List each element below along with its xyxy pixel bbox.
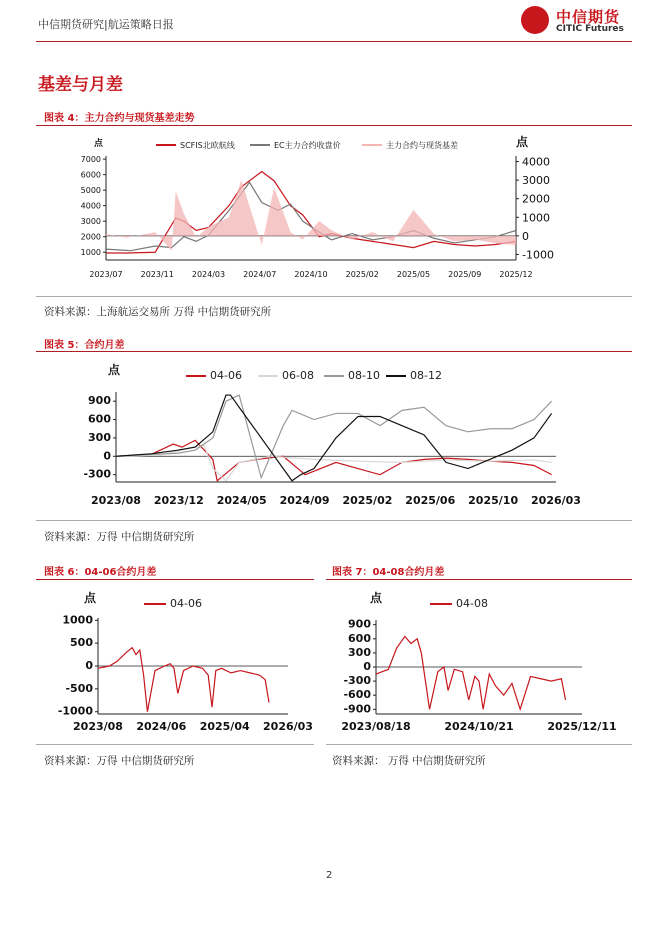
fig4-y-tick-label: 2000 (80, 232, 101, 242)
fig4-x-tick-label: 2024/10 (294, 270, 328, 279)
fig5-x-tick-label: 2025/02 (342, 494, 393, 507)
fig4-legend-label: 主力合约与现货基差 (386, 141, 458, 150)
fig5-y-tick-label: -300 (83, 467, 111, 481)
fig7-y-tick-label: 0 (363, 660, 371, 673)
fig4-x-tick-label: 2024/03 (191, 270, 226, 279)
fig6-source: 资料来源：万得 中信期货研究所 (44, 755, 195, 767)
fig5-x-tick-label: 2023/12 (153, 494, 204, 507)
fig7-y-tick-label: -300 (343, 674, 371, 688)
fig6-unit-label: 点 (84, 591, 97, 605)
fig7-title: 图表 7：04-08合约月差 (332, 567, 445, 578)
fig4-y-right-tick-label: -1000 (522, 248, 554, 262)
fig4-x-tick-label: 2025/09 (448, 270, 482, 279)
fig5-legend-label: 04-06 (210, 369, 242, 382)
fig5-title: 图表 5：合约月差 (44, 340, 125, 351)
fig6-x-tick-label: 2025/04 (199, 720, 250, 733)
fig4-y-tick-label: 4000 (80, 201, 101, 211)
fig4-series-2-area (106, 180, 516, 251)
fig7-y-tick-label: 900 (348, 617, 371, 631)
fig7-series-0-line (376, 636, 566, 709)
fig4-source: 资料来源：上海航运交易所 万得 中信期货研究所 (44, 306, 272, 318)
fig5-x-tick-label: 2025/06 (405, 494, 456, 507)
fig4-y-tick-label: 1000 (80, 248, 101, 258)
fig6-y-tick-label: 1000 (62, 613, 93, 627)
section-title: 基差与月差 (38, 75, 123, 95)
fig4-y-right-tick-label: 1000 (522, 211, 550, 225)
page-number: 2 (326, 870, 333, 881)
fig6-y-tick-label: -1000 (57, 704, 93, 718)
fig7-x-tick-label: 2025/12/11 (547, 720, 617, 733)
fig4-x-tick-label: 2024/07 (243, 270, 277, 279)
fig4-y-right-tick-label: 2000 (522, 192, 550, 206)
fig4-x-tick-label: 2023/07 (89, 270, 123, 279)
fig4-unit-right-label: 点 (516, 135, 529, 149)
fig7-x-tick-label: 2023/08/18 (341, 720, 411, 733)
fig7-unit-label: 点 (370, 591, 383, 605)
fig7-bottom-rule (326, 744, 632, 745)
fig6-legend-label: 04-06 (170, 597, 202, 610)
fig5-legend-label: 08-12 (410, 369, 442, 382)
logo-en-text: CITIC Futures (556, 24, 624, 34)
fig5-bottom-rule (36, 520, 632, 521)
fig6-x-tick-label: 2026/03 (263, 720, 313, 733)
fig7-chart (326, 580, 632, 740)
fig5-y-tick-label: 0 (103, 449, 111, 463)
fig5-legend-label: 08-10 (348, 369, 380, 382)
fig6-y-tick-label: -500 (65, 681, 93, 695)
fig7-y-tick-label: -900 (343, 702, 371, 716)
fig4-x-tick-label: 2025/05 (396, 270, 431, 279)
fig5-y-tick-label: 600 (88, 412, 111, 426)
fig4-chart (36, 126, 632, 294)
fig4-x-tick-label: 2025/02 (345, 270, 379, 279)
logo-cn-text: 中信期货 (556, 8, 621, 26)
fig4-y-right-tick-label: 3000 (522, 174, 550, 188)
fig6-chart-area (36, 580, 314, 740)
fig6-x-tick-label: 2024/06 (136, 720, 187, 733)
fig7-x-tick-label: 2024/10/21 (444, 720, 514, 733)
fig7-y-tick-label: -600 (343, 688, 371, 702)
fig6-series-0-line (98, 648, 269, 712)
fig6-chart (36, 580, 314, 740)
header-title: 中信期货研究|航运策略日报 (38, 18, 174, 31)
fig4-y-right-tick-label: 4000 (522, 155, 550, 169)
fig5-series-2-line (116, 395, 552, 478)
fig7-legend-label: 04-08 (456, 597, 488, 610)
fig5-source: 资料来源：万得 中信期货研究所 (44, 531, 195, 543)
fig5-x-tick-label: 2024/09 (279, 494, 330, 507)
fig4-title: 图表 4：主力合约与现货基差走势 (44, 113, 195, 124)
fig5-x-tick-label: 2026/03 (531, 494, 581, 507)
fig4-x-tick-label: 2023/11 (140, 270, 174, 279)
fig6-bottom-rule (36, 744, 314, 745)
fig4-y-tick-label: 6000 (80, 170, 101, 180)
fig4-y-right-tick-label: 0 (522, 229, 529, 243)
fig7-source: 资料来源： 万得 中信期货研究所 (332, 755, 486, 767)
fig5-y-tick-label: 300 (88, 430, 111, 444)
header-divider (36, 41, 632, 42)
fig4-x-tick-label: 2025/12 (499, 270, 533, 279)
fig6-y-tick-label: 500 (70, 636, 93, 650)
fig4-chart-area (36, 126, 632, 294)
fig4-legend-label: SCFIS北欧航线 (180, 141, 235, 150)
fig7-y-tick-label: 600 (348, 631, 371, 645)
fig5-chart (36, 352, 632, 517)
fig5-x-tick-label: 2024/05 (216, 494, 267, 507)
fig6-x-tick-label: 2023/08 (73, 720, 123, 733)
fig5-series-3-line (116, 395, 552, 481)
fig5-unit-label: 点 (108, 363, 121, 377)
fig4-y-tick-label: 5000 (80, 186, 101, 196)
fig4-y-tick-label: 7000 (80, 155, 101, 165)
fig4-bottom-rule (36, 296, 632, 297)
fig5-x-tick-label: 2023/08 (91, 494, 141, 507)
fig7-chart-area (326, 580, 632, 740)
fig4-unit-label: 点 (94, 139, 104, 149)
fig4-y-tick-label: 3000 (80, 217, 101, 227)
citic-logo-icon (521, 6, 549, 34)
fig5-chart-area (36, 352, 632, 517)
fig7-y-tick-label: 300 (348, 645, 371, 659)
fig6-y-tick-label: 0 (85, 659, 93, 672)
fig4-legend-label: EC主力合约收盘价 (274, 141, 341, 150)
fig5-x-tick-label: 2025/10 (468, 494, 519, 507)
fig5-legend-label: 06-08 (282, 369, 314, 382)
fig5-y-tick-label: 900 (88, 394, 111, 408)
fig6-title: 图表 6：04-06合约月差 (44, 567, 157, 578)
